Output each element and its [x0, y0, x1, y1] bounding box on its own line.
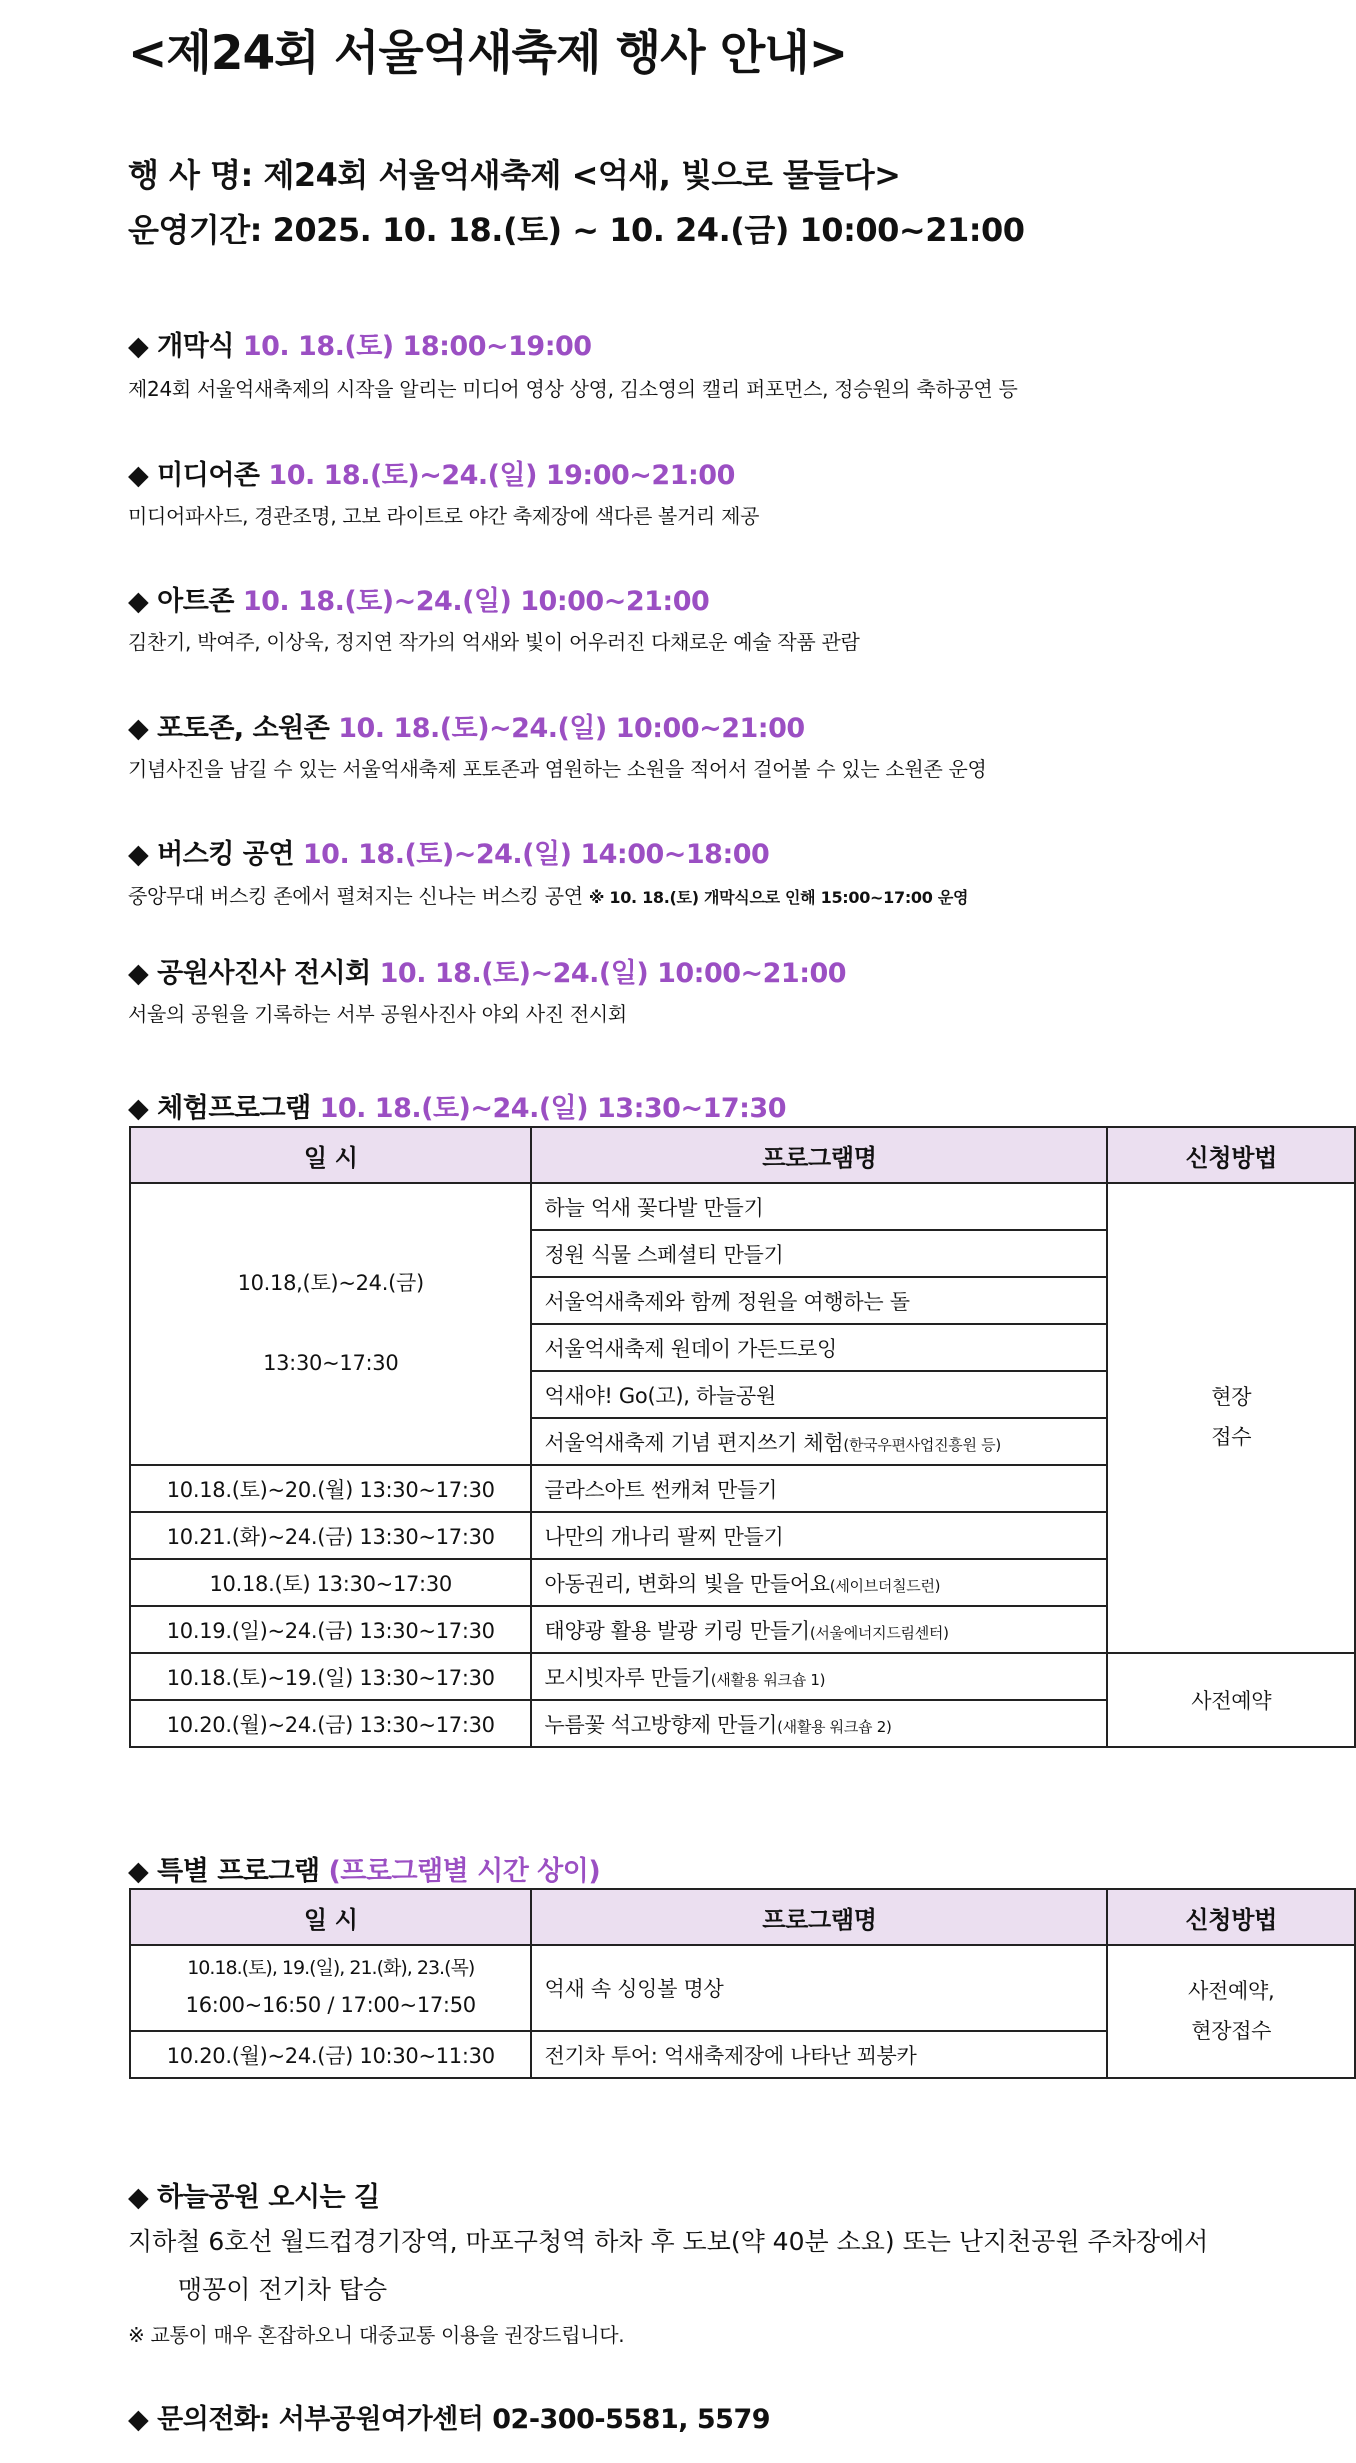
program-name: 정원 식물 스페셜티 만들기 — [531, 1230, 1107, 1277]
apply-line1: 사전예약, — [1188, 1978, 1275, 2003]
directions-heading: ◆ 하늘공원 오시는 길 — [128, 2182, 380, 2213]
section-name: ◆ 특별 프로그램 — [128, 1856, 320, 1887]
section-desc-text: 중앙무대 버스킹 존에서 펼쳐지는 신나는 버스킹 공연 — [128, 884, 589, 908]
program-organizer: (새활용 워크숍 1) — [710, 1670, 826, 1689]
section-time: 10. 18.(토)~24.(일) 19:00~21:00 — [268, 460, 735, 491]
date-cell: 10.18.(토)~19.(일) 13:30~17:30 — [130, 1653, 531, 1700]
date-cell: 10.21.(화)~24.(금) 13:30~17:30 — [130, 1512, 531, 1559]
section-time: 10. 18.(토) 18:00~19:00 — [242, 331, 592, 362]
section-opening-desc: 제24회 서울억새축제의 시작을 알리는 미디어 영상 상영, 김소영의 캘리 퍼포먼스, 정승원의 축하공연 등 — [128, 377, 1018, 401]
date-cell — [130, 1945, 531, 2031]
program-name: 모시빗자루 만들기 — [544, 1665, 711, 1690]
contact-info: ◆ 문의전화: 서부공원여가센터 02-300-5581, 5579 — [128, 2404, 771, 2435]
program-cell — [531, 1418, 1107, 1465]
program-organizer: (한국우편사업진흥원 등) — [843, 1435, 1001, 1454]
section-time: 10. 18.(토)~24.(일) 13:30~17:30 — [319, 1093, 787, 1124]
section-special-heading — [128, 1849, 600, 1888]
apply-cell — [1107, 1945, 1355, 2078]
group-date-range: 10.18,(토)~24.(금) — [237, 1271, 424, 1296]
apply-line2: 현장접수 — [1191, 2018, 1272, 2043]
page-title: <제24회 서울억새축제 행사 안내> — [128, 26, 848, 81]
special-table — [129, 1888, 1356, 2079]
program-name: 억새 속 싱잉볼 명상 — [531, 1945, 1107, 2031]
apply-onsite-line2: 접수 — [1211, 1425, 1252, 1449]
section-time: 10. 18.(토)~24.(일) 10:00~21:00 — [379, 958, 847, 989]
table-row — [130, 1653, 1355, 1700]
program-organizer: (세이브더칠드런) — [829, 1576, 941, 1595]
section-media-desc: 미디어파사드, 경관조명, 고보 라이트로 야간 축제장에 색다른 볼거리 제공 — [128, 504, 760, 528]
section-name: ◆ 미디어존 — [128, 460, 260, 491]
section-busking-heading — [128, 832, 769, 871]
program-cell — [531, 1559, 1107, 1606]
event-name: 행 사 명: 제24회 서울억새축제 <억새, 빛으로 물들다> — [128, 156, 901, 194]
apply-onsite-cell — [1107, 1183, 1355, 1653]
program-name: 서울억새축제 원데이 가든드로잉 — [531, 1324, 1107, 1371]
program-cell — [531, 1653, 1107, 1700]
program-name: 억새야! Go(고), 하늘공원 — [531, 1371, 1107, 1418]
section-opening-heading — [128, 324, 592, 363]
date-cell: 10.18.(토)~20.(월) 13:30~17:30 — [130, 1465, 531, 1512]
program-name: 서울억새축제 기념 편지쓰기 체험 — [544, 1430, 844, 1455]
event-period: 운영기간: 2025. 10. 18.(토) ~ 10. 24.(금) 10:00~21:00 — [128, 211, 1025, 249]
section-experience-heading — [128, 1086, 786, 1125]
section-art-heading — [128, 579, 709, 618]
program-organizer: (서울에너지드림센터) — [809, 1623, 949, 1642]
table-header-program: 프로그램명 — [531, 1889, 1107, 1945]
section-name: ◆ 버스킹 공연 — [128, 839, 294, 870]
program-name: 전기차 투어: 억새축제장에 나타난 꾀붕카 — [531, 2031, 1107, 2078]
program-cell — [531, 1700, 1107, 1747]
section-time: 10. 18.(토)~24.(일) 10:00~21:00 — [338, 713, 805, 744]
section-photo-heading — [128, 706, 805, 745]
program-name: 글라스아트 썬캐쳐 만들기 — [531, 1465, 1107, 1512]
section-art-desc: 김찬기, 박여주, 이상욱, 정지연 작가의 억새와 빛이 어우러진 다채로운 예술 작품 관람 — [128, 630, 860, 654]
program-name: 서울억새축제와 함께 정원을 여행하는 돌 — [531, 1277, 1107, 1324]
section-busking-desc — [128, 880, 968, 909]
group-date-cell — [130, 1183, 531, 1465]
section-name: ◆ 공원사진사 전시회 — [128, 958, 371, 989]
program-name: 태양광 활용 발광 키링 만들기 — [544, 1618, 810, 1643]
section-name: ◆ 개막식 — [128, 331, 234, 362]
section-time: (프로그램별 시간 상이) — [328, 1856, 601, 1887]
date-cell: 10.20.(월)~24.(금) 13:30~17:30 — [130, 1700, 531, 1747]
program-name: 아동권리, 변화의 빛을 만들어요 — [544, 1571, 830, 1596]
apply-reserve-cell: 사전예약 — [1107, 1653, 1355, 1747]
directions-line1: 지하철 6호선 월드컵경기장역, 마포구청역 하차 후 도보(약 40분 소요) 또는 난지천공원 주차장에서 — [128, 2227, 1209, 2256]
table-header-date: 일 시 — [130, 1889, 531, 1945]
table-row — [130, 1183, 1355, 1230]
section-photo-desc: 기념사진을 남길 수 있는 서울억새축제 포토존과 염원하는 소원을 적어서 걸어볼 수 있는 소원존 운영 — [128, 757, 987, 781]
table-header-apply: 신청방법 — [1107, 1889, 1355, 1945]
group-date-time: 13:30~17:30 — [263, 1350, 399, 1375]
table-header-date: 일 시 — [130, 1127, 531, 1183]
program-cell — [531, 1606, 1107, 1653]
section-media-heading — [128, 453, 735, 492]
program-name: 하늘 억새 꽃다발 만들기 — [531, 1183, 1107, 1230]
directions-note: ※ 교통이 매우 혼잡하오니 대중교통 이용을 권장드립니다. — [128, 2323, 625, 2347]
section-name: ◆ 아트존 — [128, 586, 234, 617]
section-exhibit-heading — [128, 951, 846, 990]
table-header-apply: 신청방법 — [1107, 1127, 1355, 1183]
section-name: ◆ 체험프로그램 — [128, 1093, 311, 1124]
program-name: 누름꽃 석고방향제 만들기 — [544, 1712, 778, 1737]
section-time: 10. 18.(토)~24.(일) 10:00~21:00 — [242, 586, 710, 617]
section-name: ◆ 포토존, 소원존 — [128, 713, 330, 744]
section-time: 10. 18.(토)~24.(일) 14:00~18:00 — [302, 839, 770, 870]
directions-line2: 맹꽁이 전기차 탑승 — [178, 2275, 388, 2304]
section-note: ※ 10. 18.(토) 개막식으로 인해 15:00~17:00 운영 — [588, 888, 969, 907]
date-cell: 10.18.(토) 13:30~17:30 — [130, 1559, 531, 1606]
program-organizer: (새활용 워크숍 2) — [777, 1717, 892, 1736]
date-cell: 10.19.(일)~24.(금) 13:30~17:30 — [130, 1606, 531, 1653]
section-exhibit-desc: 서울의 공원을 기록하는 서부 공원사진사 야외 사진 전시회 — [128, 1002, 627, 1026]
program-name: 나만의 개나리 팔찌 만들기 — [531, 1512, 1107, 1559]
date-line2: 16:00~16:50 / 17:00~17:50 — [185, 1993, 476, 2018]
experience-table — [129, 1126, 1356, 1748]
date-line1: 10.18.(토), 19.(일), 21.(화), 23.(목) — [187, 1957, 475, 1979]
table-row — [130, 1945, 1355, 2031]
table-header-program: 프로그램명 — [531, 1127, 1107, 1183]
apply-onsite-line1: 현장 — [1211, 1385, 1252, 1410]
date-cell: 10.20.(월)~24.(금) 10:30~11:30 — [130, 2031, 531, 2078]
